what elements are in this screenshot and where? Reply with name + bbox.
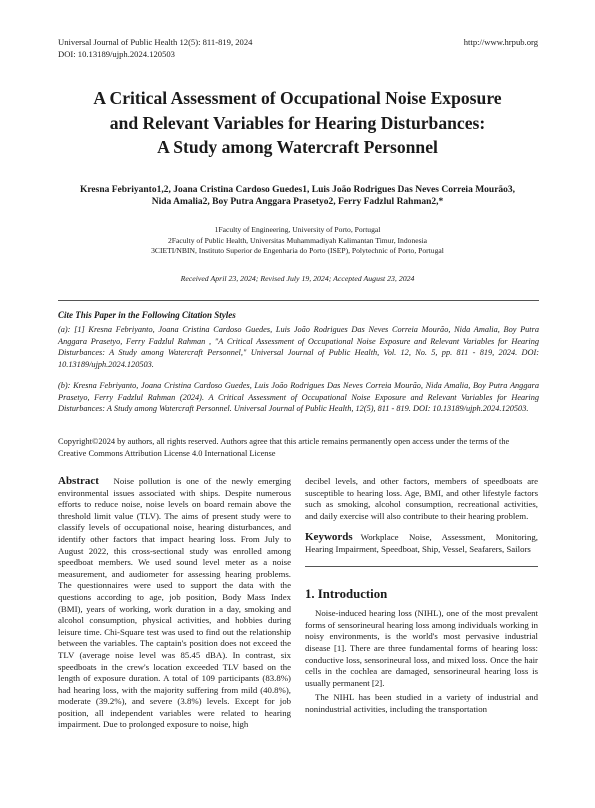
received-dates: Received April 23, 2024; Revised July 19, 2024; Accepted August 23, 2024 [180,274,415,283]
keywords-text: Workplace Noise, Assessment, Monitoring, Hearing Impairment, Speedboat, Ship, Vessel, Seafarers, Sailors [305,532,538,554]
keywords-label: Keywords [305,531,353,544]
journal-info: Universal Journal of Public Health 12(5): 811-819, 2024 [58,37,253,47]
running-header [58,37,252,60]
paper-title: A Critical Assessment of Occupational Noise Exposure and Relevant Variables for Hearing Disturbances: A Study among Watercraft Personnel [93,88,502,157]
abstract-label: Abstract [58,475,99,487]
abstract-text: Noise pollution is one of the newly emerging environmental issues associated with ships. Despite numerous efforts to reduce noise, noise levels on board remain above the threshold limit value (TLV). The aims of present study were to classify levels of occupational noise, hearing disturbances, and identify other factors that impact hearing loss. From July to August 2022, this cross-sectional study was enrolled among speedboat members. We used sound level meter as a noise measurement, and audiometer for assessing hearing problems. The questionnaires were used to support the data with the questions according to age, job position, Body Mass Index (BMI), years of working, work duration in a day, smoking and alcohol consumption, physical activities, and hobbies during leisure time. Chi-Square test was used to find out the relationship between the variables. The captain's position does not exceed the TLV (average noise level was 85.45 dBA). In contrast, six speedboats in the crew's location exceeded TLV based on the length of exposure duration. A total of 109 participants (83.8%) had hearing loss, with the majority suffering from mild (40.8%), moderate (39.2%), and severe (3.8%) levels. Except for job position, all independent variables were related to hearing impairment. Due to prolonged exposure to noise, high [58,476,291,730]
affiliations: 1Faculty of Engineering, University of Porto, Portugal 2Faculty of Public Health, Universitas Muhammadiyah Kalimantan Timur, Indonesia 3CIETI/NBIN, Instituto Superior de Engenharia do Porto (ISEP), Polytechnic of Porto, Portugal [151,225,444,256]
abstract-continued: decibel levels, and other factors, members of speedboats are susceptible to hearing loss. Age, BMI, and other lifestyle factors such as smoking, alcohol consumption, recreational activities, and daily exercise will also contribute to their hearing problem. [305,476,538,521]
keywords [305,532,538,555]
section-heading: 1. Introduction [305,586,388,601]
citation-style-b: (b): Kresna Febriyanto, Joana Cristina Cardoso Guedes, Luis João Rodrigues Das Neves Correia Mourão, Nida Amalia, Boy Putra Anggara Prasetyo, Ferry Fadzlul Rahman (2024). A Critical Assessment of Occupational Noise Exposure and Relevant Variables for Hearing Disturbances: A Study among Watercraft Personnel. Universal Journal of Public Health, 12(5), 811 - 819. DOI: 10.13189/ujph.2024.120503. [58,381,539,413]
citation-heading: Cite This Paper in the Following Citation Styles [58,310,236,320]
abstract [58,476,291,731]
divider [305,566,538,567]
citation-style-a: (a): [1] Kresna Febriyanto, Joana Cristina Cardoso Guedes, Luis João Rodrigues Das Neves Correia Mourão, Nida Amalia, Boy Putra Anggara Prasetyo, Ferry Fadzlul Rahman , "A Critical Assessment of Occupational Noise Exposure and Relevant Variables for Hearing Disturbances: A Study among Watercraft Personnel," Universal Journal of Public Health, Vol. 12, No. 5, pp. 811 - 819, 2024. DOI: 10.13189/ujph.2024.120503. [58,325,539,369]
abstract-column [58,476,291,731]
copyright-notice: Copyright©2024 by authors, all rights reserved. Authors agree that this article remains permanently open access under the terms of the Creative Commons Attribution License 4.0 International License [58,437,510,458]
author-list: Kresna Febriyanto1,2, Joana Cristina Cardoso Guedes1, Luis João Rodrigues Das Neves Correia Mourão3, Nida Amalia2, Boy Putra Anggara Prasetyo2, Ferry Fadzlul Rahman2,* [79,185,516,208]
intro-paragraph-1: Noise-induced hearing loss (NIHL), one of the most prevalent forms of sensorineural hearing loss among individuals working in noisy environments, is the world's most pervasive industrial disease [1]. There are three fundamental forms of hearing loss: conductive loss, sensorineural loss, and mixed loss. Once the hair cells in the cochlea are damaged, sensorineural hearing loss is usually permanent [2]. [305,608,538,688]
doi: DOI: 10.13189/ujph.2024.120503 [58,48,175,59]
journal-url[interactable]: http://www.hrpub.org [463,37,538,47]
right-column [305,476,538,716]
divider [58,300,539,301]
intro-paragraph-2: The NIHL has been studied in a variety of industrial and nonindustrial activities, including the transportation [305,692,538,714]
